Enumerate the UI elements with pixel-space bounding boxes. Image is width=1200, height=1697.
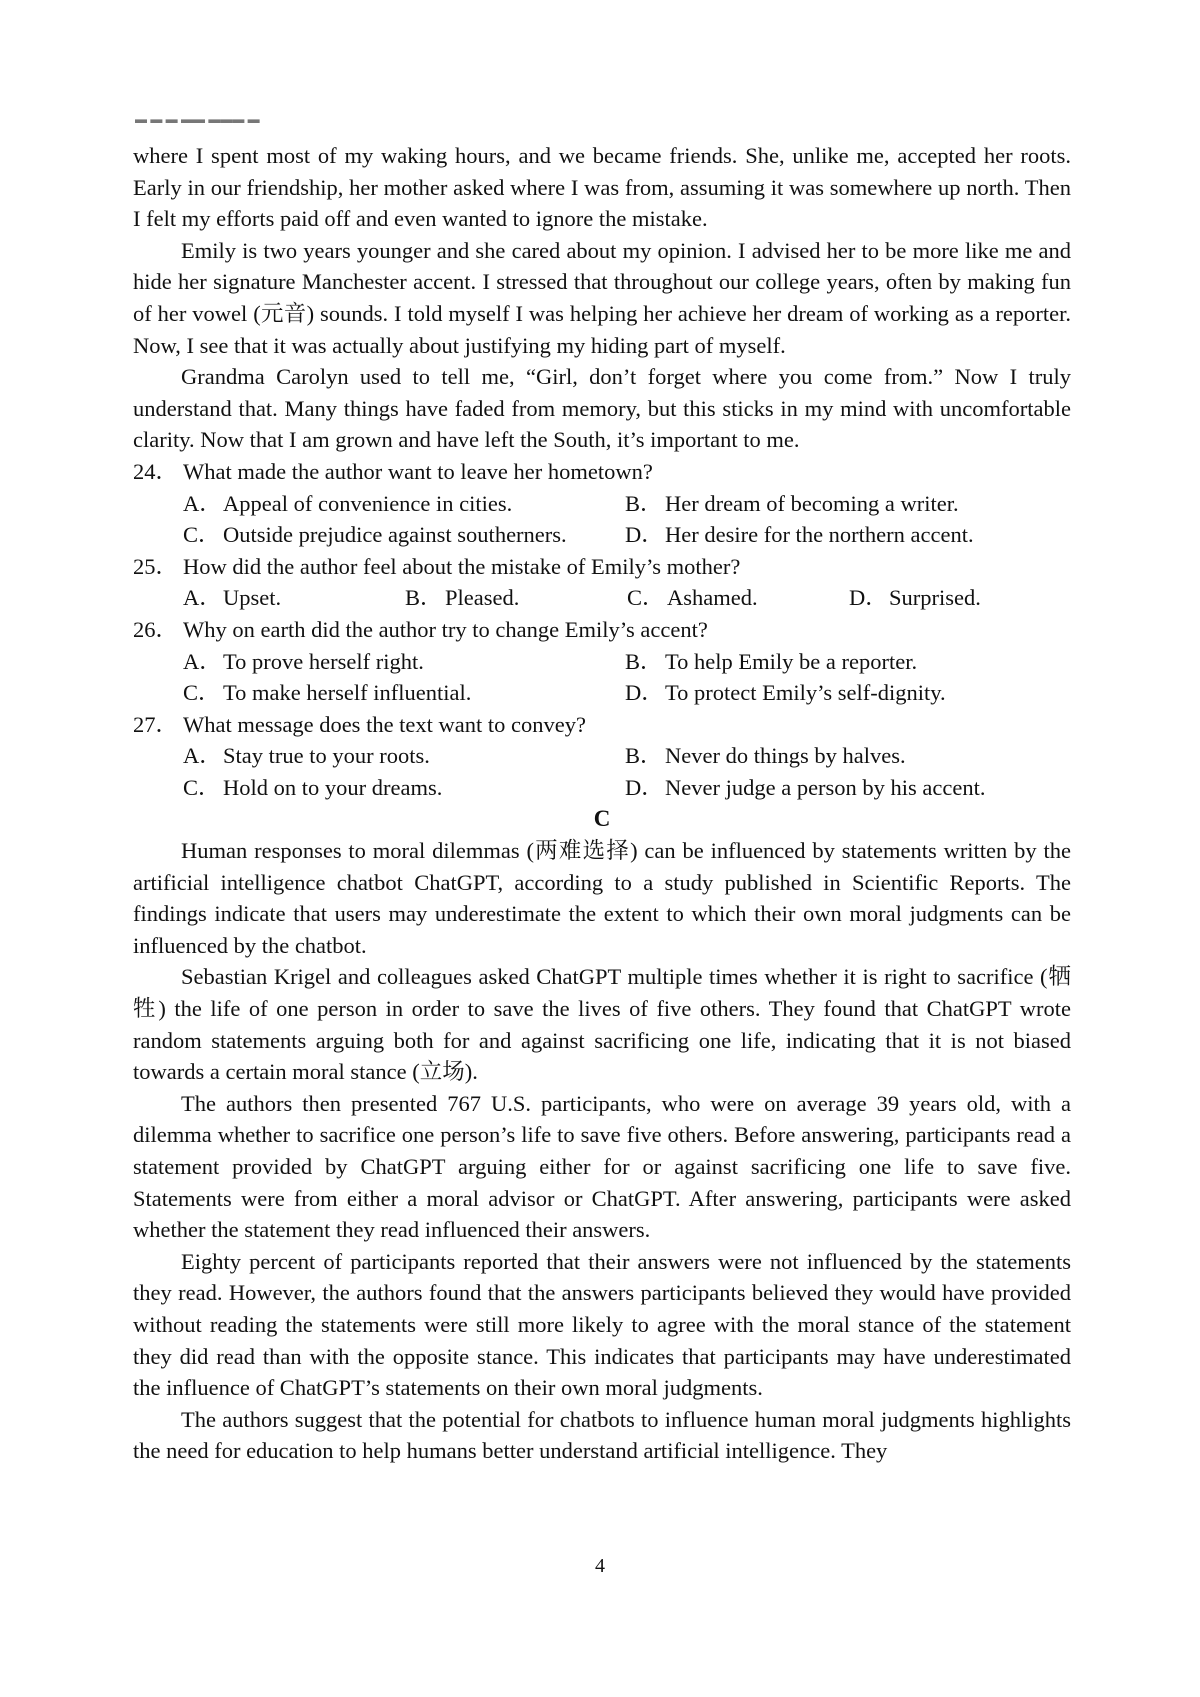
question-number: 26．: [133, 616, 179, 642]
question-26: [133, 614, 1071, 646]
question-stem: What made the author want to leave her hometown?: [183, 458, 653, 484]
options-row: [133, 677, 1071, 709]
options-row: [133, 772, 1071, 804]
question-stem: What message does the text want to convey?: [183, 711, 586, 737]
option-a[interactable]: A． Stay true to your roots.: [183, 743, 430, 769]
passage-c-paragraph-2: Sebastian Krigel and colleagues asked ChatGPT multiple times whether it is right to sacrifice (牺牲) the life of one person in order to save the lives of five others. They found that ChatGPT wrote random statements arguing both for and against sacrificing one life, indicating that it is not biased towards a certain moral stance (立场).: [133, 964, 1071, 1085]
option-c[interactable]: C． Ashamed.: [627, 585, 758, 611]
passage-c-paragraph-3: The authors then presented 767 U.S. participants, who were on average 39 years old, with a dilemma whether to sacrifice one person’s life to save five others. Before answering, participants read a statement provided by ChatGPT arguing either for or against sacrificing one life to save five. Statements were from either a moral advisor or ChatGPT. After answering, participants were asked whether the statement they read influenced their answers.: [133, 1090, 1071, 1243]
question-stem: How did the author feel about the mistake of Emily’s mother?: [183, 553, 741, 579]
option-a[interactable]: A． Upset.: [183, 585, 282, 611]
question-number: 25．: [133, 553, 179, 579]
options-row: [133, 740, 1071, 772]
options-row: [133, 488, 1071, 520]
question-number: 27．: [133, 711, 179, 737]
option-c[interactable]: C． To make herself influential.: [183, 680, 472, 706]
passage-b-paragraph-3: Grandma Carolyn used to tell me, “Girl, don’t forget where you come from.” Now I truly understand that. Many things have faded from memory, but this sticks in my mind with uncomfortable clarity. Now that I am grown and have left the South, it’s important to me.: [133, 364, 1071, 453]
section-heading: C: [593, 806, 611, 832]
passage-b-paragraph-2: Emily is two years younger and she cared about my opinion. I advised her to be more like me and hide her signature Manchester accent. I stressed that throughout our college years, often by making fun of her vowel (元音) sounds. I told myself I was helping her achieve her dream of working as a reporter. Now, I see that it was actually about justifying my hiding part of myself.: [133, 237, 1071, 358]
question-24: [133, 456, 1071, 488]
option-a[interactable]: A． Appeal of convenience in cities.: [183, 490, 513, 516]
option-d[interactable]: D． Her desire for the northern accent.: [625, 522, 974, 548]
option-b[interactable]: B． To help Emily be a reporter.: [625, 648, 918, 674]
question-number: 24．: [133, 458, 179, 484]
question-27: [133, 709, 1071, 741]
passage-c-paragraph-5: The authors suggest that the potential for chatbots to influence human moral judgments highlights the need for education to help humans better understand artificial intelligence. They: [133, 1406, 1071, 1464]
question-stem: Why on earth did the author try to change Emily’s accent?: [183, 616, 708, 642]
option-a[interactable]: A． To prove herself right.: [183, 648, 424, 674]
option-b[interactable]: B． Her dream of becoming a writer.: [625, 490, 959, 516]
option-c[interactable]: C． Outside prejudice against southerners.: [183, 522, 567, 548]
option-d[interactable]: D． Never judge a person by his accent.: [625, 774, 986, 800]
option-c[interactable]: C． Hold on to your dreams.: [183, 774, 443, 800]
options-row: [133, 519, 1071, 551]
cut-off-header-line: ▬ ▬ ▬ ▬▬ ▬▬▬ ▬: [135, 112, 260, 126]
options-row: [133, 582, 1071, 614]
page-number: 4: [595, 1555, 605, 1577]
question-25: [133, 551, 1071, 583]
passage-b-paragraph-1: where I spent most of my waking hours, and we became friends. She, unlike me, accepted her roots. Early in our friendship, her mother asked where I was from, assuming it was somewhere up north. Then I felt my efforts paid off and even wanted to ignore the mistake.: [133, 143, 1071, 232]
option-b[interactable]: B． Never do things by halves.: [625, 743, 906, 769]
option-d[interactable]: D． To protect Emily’s self-dignity.: [625, 680, 946, 706]
option-d[interactable]: D． Surprised.: [849, 585, 981, 611]
text-column: [133, 140, 1071, 1467]
option-b[interactable]: B． Pleased.: [405, 585, 520, 611]
passage-c-paragraph-4: Eighty percent of participants reported that their answers were not influenced by the statements they read. However, the authors found that the answers participants believed they would have provided without reading the statements were still more likely to agree with the moral stance of the statement they did read than with the opposite stance. This indicates that participants may have underestimated the influence of ChatGPT’s statements on their own moral judgments.: [133, 1248, 1071, 1401]
passage-c-paragraph-1: Human responses to moral dilemmas (两难选择) can be influenced by statements written by the artificial intelligence chatbot ChatGPT, according to a study published in Scientific Reports. The findings indicate that users may underestimate the extent to which their own moral judgments can be influenced by the chatbot.: [133, 838, 1071, 958]
options-row: [133, 646, 1071, 678]
